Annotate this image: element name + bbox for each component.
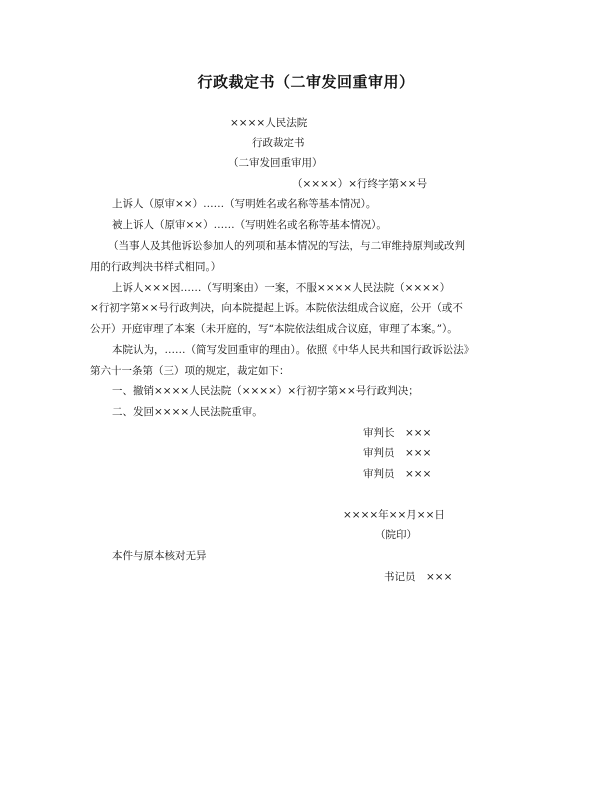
case-number: （××××）×行终字第××号	[292, 178, 428, 190]
facts-line-3: 公开）开庭审理了本案（未开庭的，写“本院依法组成合议庭，审理了本案。”）。	[90, 323, 458, 335]
facts-line-1: 上诉人×××因……（写明案由）一案，不服××××人民法院（××××）	[112, 282, 451, 294]
facts-line-2: ×行初字第××号行政判决，向本院提起上诉。本院依法组成合议庭，公开（或不	[90, 302, 463, 314]
court-seal: （院印）	[375, 529, 417, 541]
reasoning-line-1: 本院认为，……（简写发回重审的理由）。依照《中华人民共和国行政诉讼法》	[112, 344, 475, 356]
party-note-line-1: （当事人及其他诉讼参加人的列项和基本情况的写法，与二审维持原判或改判	[108, 240, 465, 252]
appellee-line: 被上诉人（原审××）……（写明姓名或名称等基本情况）。	[112, 219, 387, 231]
judge-1: 审判员 ×××	[363, 447, 432, 459]
document-title: 行政裁定书（二审发回重审用）	[197, 73, 415, 91]
ruling-date: ××××年××月××日	[343, 509, 445, 521]
clerk-signature: 书记员 ×××	[384, 571, 453, 583]
court-name: ××××人民法院	[230, 117, 308, 129]
document-subtitle: （二审发回重审用）	[228, 157, 323, 169]
document-type: 行政裁定书	[252, 137, 305, 149]
ruling-item-1: 一、撤销××××人民法院（××××）×行初字第××号行政判决；	[112, 385, 419, 397]
party-note-line-2: 用的行政判决书样式相同。）	[90, 261, 222, 273]
appellant-line: 上诉人（原审××）……（写明姓名或名称等基本情况）。	[112, 198, 377, 210]
ruling-item-2: 二、发回××××人民法院重审。	[112, 406, 263, 418]
reasoning-line-2: 第六十一条第（三）项的规定，裁定如下：	[90, 365, 290, 377]
presiding-judge: 审判长 ×××	[363, 427, 432, 439]
judge-2: 审判员 ×××	[363, 468, 432, 480]
verification-note: 本件与原本核对无异	[112, 550, 207, 562]
